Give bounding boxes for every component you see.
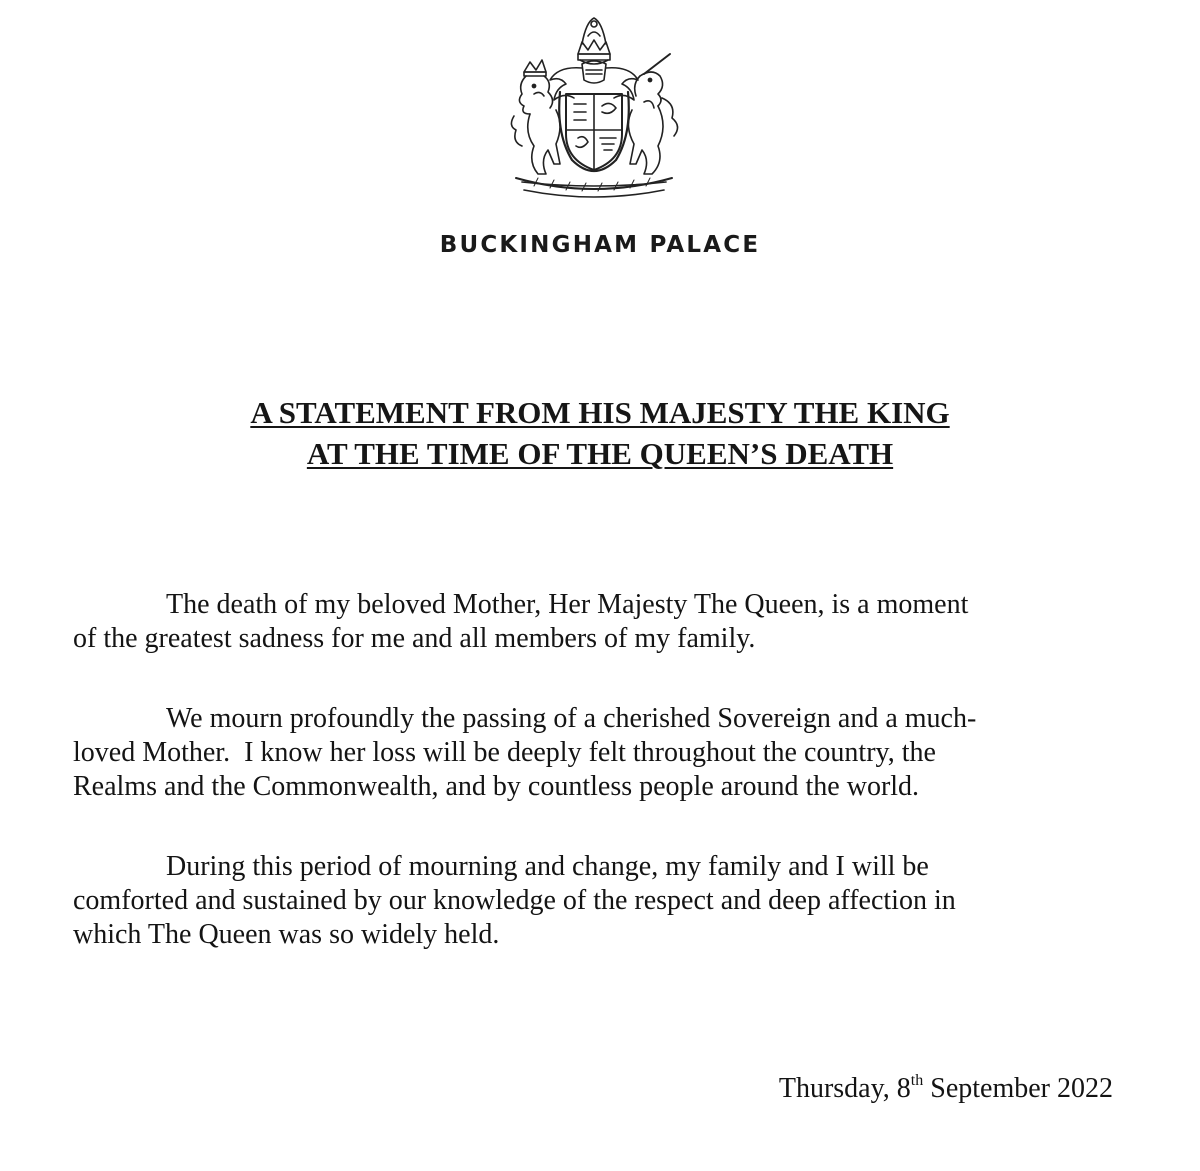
paragraph-2 (73, 702, 1133, 804)
paragraph-line: of the greatest sadness for me and all members of my family. (73, 623, 756, 654)
paragraph-1 (73, 588, 1133, 656)
paragraph-line: We mourn profoundly the passing of a cherished Sovereign and a much- (166, 703, 977, 734)
royal-coat-of-arms-icon (494, 14, 694, 200)
paragraph-3 (73, 850, 1133, 952)
paragraph-line: During this period of mourning and change, my family and I will be (166, 851, 929, 882)
date-ordinal-suffix: th (910, 1072, 924, 1089)
statement-title (0, 392, 1200, 474)
title-line-2: AT THE TIME OF THE QUEEN’S DEATH (306, 436, 894, 471)
paragraph-line: Realms and the Commonwealth, and by countless people around the world. (73, 771, 920, 802)
title-line-1: A STATEMENT FROM HIS MAJESTY THE KING (250, 395, 950, 430)
paragraph-line: comforted and sustained by our knowledge of the respect and deep affection in (73, 885, 956, 916)
paragraph-line: loved Mother. I know her loss will be deeply felt throughout the country, the (73, 737, 936, 768)
paragraph-line: The death of my beloved Mother, Her Majesty The Queen, is a moment (166, 589, 969, 620)
date-rest: September 2022 (923, 1073, 1113, 1104)
palace-heading: BUCKINGHAM PALACE (439, 232, 761, 258)
paragraph-line: which The Queen was so widely held. (73, 919, 500, 950)
statement-date (779, 1073, 1113, 1105)
date-weekday: Thursday, 8 (778, 1073, 911, 1104)
